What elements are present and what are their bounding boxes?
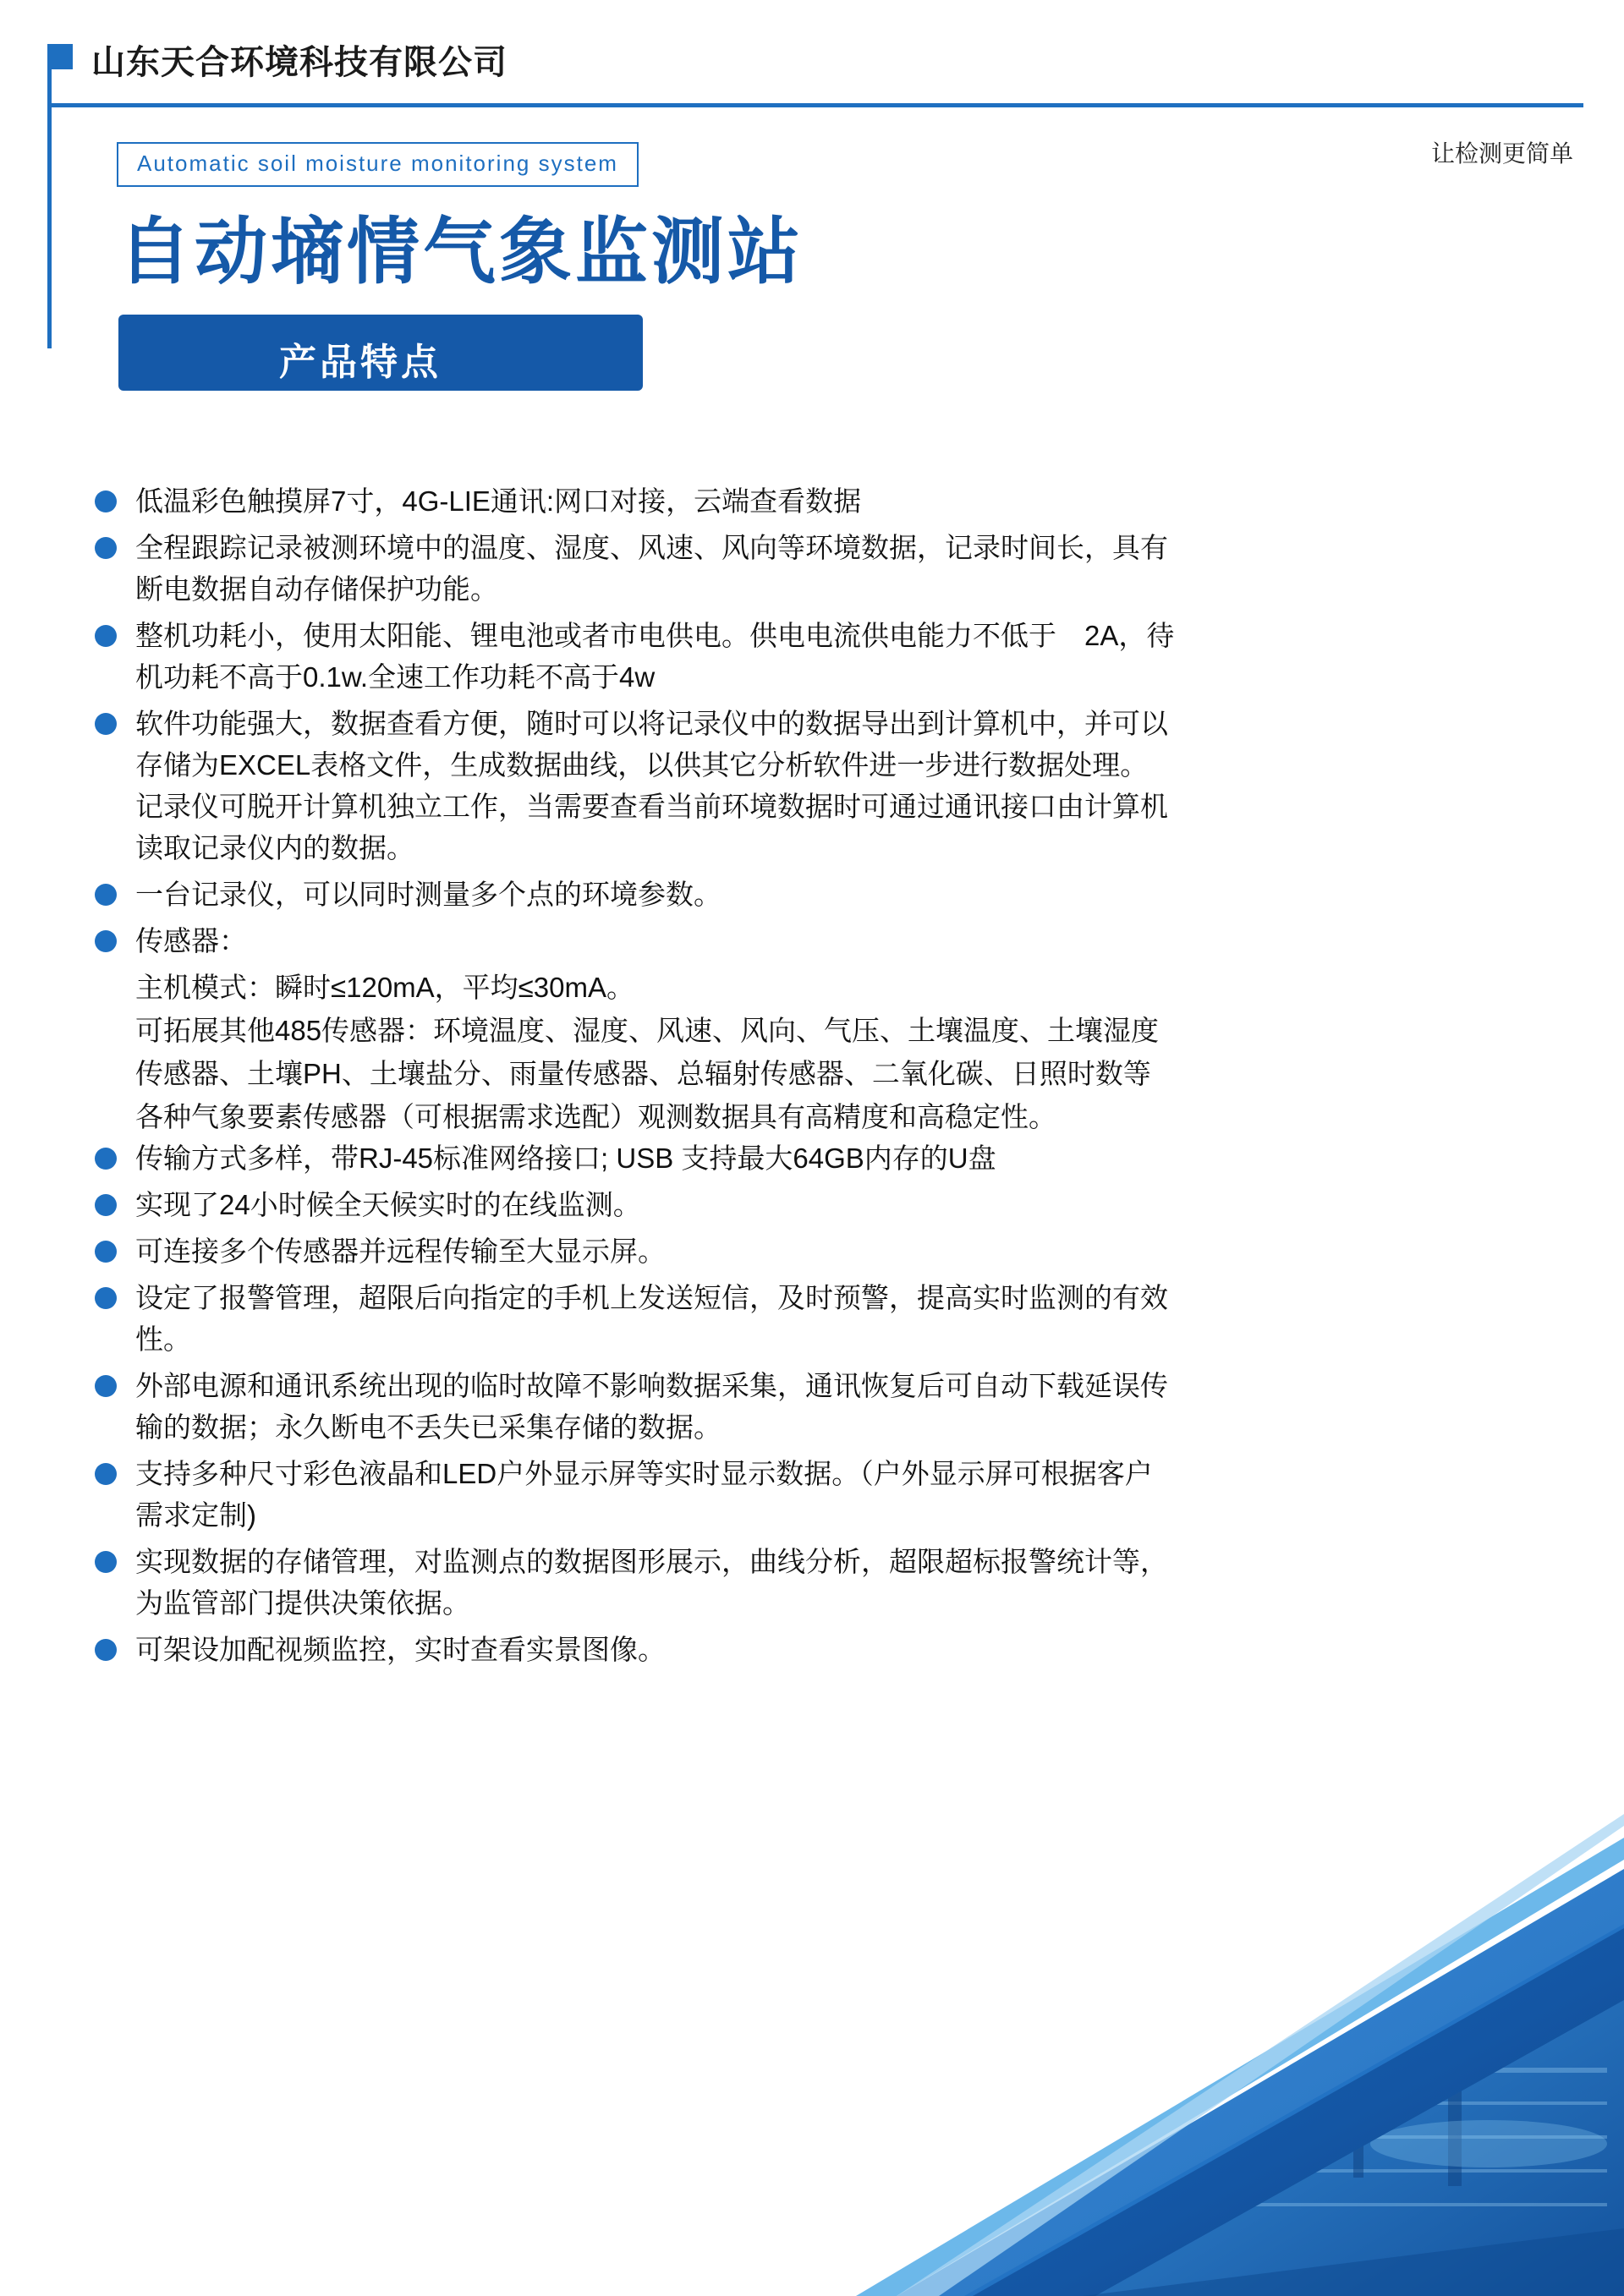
feature-text-line: 可连接多个传感器并远程传输至大显示屏。	[135, 1236, 666, 1267]
feature-item	[88, 1629, 1577, 1670]
bottom-decoration	[0, 1789, 1624, 2296]
feature-item	[88, 1137, 1577, 1179]
bullet-icon	[95, 1375, 117, 1397]
feature-list	[88, 480, 1577, 1675]
feature-item	[88, 615, 1577, 698]
feature-item	[88, 1277, 1577, 1360]
page-title: 自动墒情气象监测站	[118, 211, 804, 293]
bullet-icon	[95, 1639, 117, 1661]
english-title: Automatic soil moisture monitoring system	[137, 151, 618, 176]
bullet-icon	[95, 1463, 117, 1485]
feature-text-line: 断电数据自动存储保护功能。	[135, 573, 498, 605]
company-name: 山东天合环境科技有限公司	[91, 44, 508, 81]
feature-item	[88, 1230, 1577, 1272]
feature-text-line: 传感器：	[135, 925, 247, 956]
feature-text-line: 全程跟踪记录被测环境中的温度、湿度、风速、风向等环境数据，记录时间长，具有	[135, 532, 1168, 563]
feature-item	[88, 1365, 1577, 1448]
feature-text-line: 外部电源和通讯系统出现的临时故障不影响数据采集，通讯恢复后可自动下载延误传	[135, 1370, 1168, 1401]
feature-text-line: 设定了报警管理，超限后向指定的手机上发送短信，及时预警，提高实时监测的有效	[135, 1282, 1168, 1313]
feature-text-line: 为监管部门提供决策依据。	[135, 1587, 470, 1619]
feature-item	[88, 1453, 1577, 1536]
bullet-icon	[95, 930, 117, 952]
bullet-icon	[95, 490, 117, 512]
feature-item	[88, 874, 1577, 915]
slogan: 让检测更简单	[1430, 140, 1573, 167]
bullet-icon	[95, 537, 117, 559]
bullet-icon	[95, 1148, 117, 1170]
feature-text-line: 支持多种尺寸彩色液晶和LED户外显示屏等实时显示数据。（户外显示屏可根据客户	[135, 1458, 1153, 1489]
bullet-icon	[95, 713, 117, 735]
header-divider	[47, 103, 1583, 107]
feature-item	[88, 920, 1577, 962]
bullet-icon	[95, 1551, 117, 1573]
feature-item	[88, 480, 1577, 522]
header-vertical-divider	[47, 44, 52, 348]
feature-text-line: 软件功能强大，数据查看方便，随时可以将记录仪中的数据导出到计算机中，并可以	[135, 708, 1168, 739]
feature-text-line: 读取记录仪内的数据。	[135, 832, 414, 863]
bullet-icon	[95, 884, 117, 906]
feature-text-line: 实现数据的存储管理，对监测点的数据图形展示，曲线分析，超限超标报警统计等，	[135, 1546, 1168, 1577]
bullet-icon	[95, 625, 117, 647]
feature-item	[88, 1541, 1577, 1624]
feature-text-line: 可架设加配视频监控，实时查看实景图像。	[135, 1634, 666, 1665]
feature-text-line: 性。	[135, 1323, 191, 1355]
feature-item	[88, 703, 1577, 869]
feature-text-line: 需求定制)	[135, 1499, 256, 1531]
feature-text-line: 实现了24小时候全天候实时的在线监测。	[135, 1189, 641, 1220]
feature-sub-line: 主机模式：瞬时≤120mA，平均≤30mA。	[135, 972, 634, 1003]
bullet-icon	[95, 1194, 117, 1216]
feature-sub-line: 可拓展其他485传感器：环境温度、湿度、风速、风向、气压、土壤温度、土壤湿度	[135, 1015, 1160, 1046]
feature-text-line: 机功耗不高于0.1w.全速工作功耗不高于4w	[135, 661, 656, 693]
feature-text-line: 整机功耗小，使用太阳能、锂电池或者市电供电。供电电流供电能力不低于 2A，待	[135, 620, 1175, 651]
feature-text-line: 存储为EXCEL表格文件，生成数据曲线，以供其它分析软件进一步进行数据处理。	[135, 749, 1149, 781]
feature-text-line: 传输方式多样，带RJ-45标准网络接口; USB 支持最大64GB内存的U盘	[135, 1143, 996, 1174]
feature-text-line: 输的数据；永久断电不丢失已采集存储的数据。	[135, 1411, 721, 1443]
section-tag-label: 产品特点	[279, 342, 442, 383]
feature-sub-line: 各种气象要素传感器（可根据需求选配）观测数据具有高精度和高稳定性。	[135, 1101, 1056, 1132]
page-header	[0, 0, 1624, 118]
feature-text-line: 记录仪可脱开计算机独立工作，当需要查看当前环境数据时可通过通讯接口由计算机	[135, 791, 1168, 822]
feature-item	[88, 1184, 1577, 1225]
feature-sub-line: 传感器、土壤PH、土壤盐分、雨量传感器、总辐射传感器、二氧化碳、日照时数等	[135, 1058, 1151, 1089]
feature-text-line: 一台记录仪，可以同时测量多个点的环境参数。	[135, 879, 721, 910]
feature-item	[88, 527, 1577, 610]
bullet-icon	[95, 1241, 117, 1263]
english-title-box	[117, 142, 639, 187]
bullet-icon	[95, 1287, 117, 1309]
feature-text-line: 低温彩色触摸屏7寸，4G-LIE通讯:网口对接，云端查看数据	[135, 485, 862, 517]
